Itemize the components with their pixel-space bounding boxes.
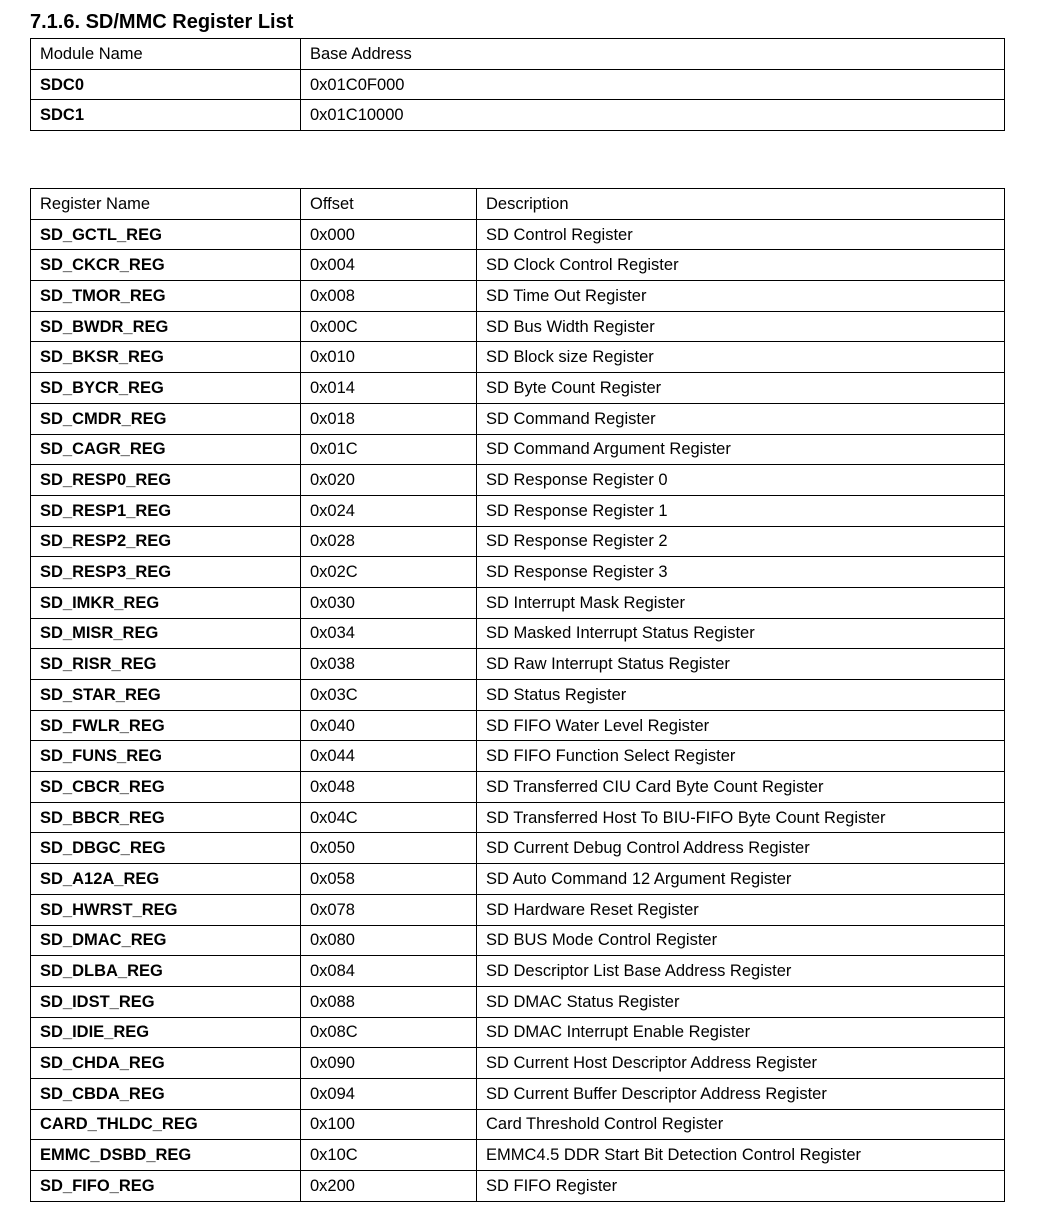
cell-description: SD Response Register 3	[477, 557, 1005, 588]
cell-register-name: SD_DBGC_REG	[31, 833, 301, 864]
cell-offset: 0x00C	[301, 311, 477, 342]
cell-offset: 0x04C	[301, 802, 477, 833]
cell-offset: 0x094	[301, 1078, 477, 1109]
cell-description: SD Current Debug Control Address Register	[477, 833, 1005, 864]
cell-offset: 0x028	[301, 526, 477, 557]
table-row	[31, 833, 1005, 864]
table-row	[31, 281, 1005, 312]
table-row	[31, 403, 1005, 434]
table-row	[31, 373, 1005, 404]
cell-description: SD FIFO Register	[477, 1171, 1005, 1202]
cell-offset: 0x014	[301, 373, 477, 404]
table-row	[31, 772, 1005, 803]
cell-description: SD DMAC Interrupt Enable Register	[477, 1017, 1005, 1048]
cell-register-name: SD_FIFO_REG	[31, 1171, 301, 1202]
cell-offset: 0x024	[301, 495, 477, 526]
cell-register-name: SD_IDST_REG	[31, 986, 301, 1017]
cell-register-name: SD_RESP1_REG	[31, 495, 301, 526]
cell-offset: 0x078	[301, 894, 477, 925]
cell-offset: 0x048	[301, 772, 477, 803]
cell-register-name: SD_CBCR_REG	[31, 772, 301, 803]
cell-register-name: SD_RESP3_REG	[31, 557, 301, 588]
cell-base-address: 0x01C10000	[301, 100, 1005, 131]
cell-description: SD Transferred Host To BIU-FIFO Byte Count Register	[477, 802, 1005, 833]
column-header-description: Description	[477, 189, 1005, 220]
cell-register-name: SD_CKCR_REG	[31, 250, 301, 281]
table-row	[31, 680, 1005, 711]
cell-description: SD Hardware Reset Register	[477, 894, 1005, 925]
cell-description: SD Response Register 1	[477, 495, 1005, 526]
cell-module-name: SDC1	[31, 100, 301, 131]
table-row	[31, 526, 1005, 557]
cell-offset: 0x004	[301, 250, 477, 281]
cell-description: SD Raw Interrupt Status Register	[477, 649, 1005, 680]
table-row	[31, 1109, 1005, 1140]
cell-register-name: SD_RESP0_REG	[31, 465, 301, 496]
column-header-offset: Offset	[301, 189, 477, 220]
cell-register-name: SD_A12A_REG	[31, 864, 301, 895]
table-row	[31, 434, 1005, 465]
header-row	[31, 39, 1005, 70]
cell-offset: 0x08C	[301, 1017, 477, 1048]
column-header-register-name: Register Name	[31, 189, 301, 220]
table-row	[31, 741, 1005, 772]
table-row	[31, 219, 1005, 250]
cell-description: EMMC4.5 DDR Start Bit Detection Control Register	[477, 1140, 1005, 1171]
cell-register-name: EMMC_DSBD_REG	[31, 1140, 301, 1171]
cell-offset: 0x000	[301, 219, 477, 250]
table-row	[31, 649, 1005, 680]
header-row	[31, 189, 1005, 220]
cell-register-name: SD_DLBA_REG	[31, 956, 301, 987]
table-row	[31, 342, 1005, 373]
cell-offset: 0x044	[301, 741, 477, 772]
table-row	[31, 311, 1005, 342]
table-row	[31, 864, 1005, 895]
cell-description: SD FIFO Function Select Register	[477, 741, 1005, 772]
table-row	[31, 69, 1005, 100]
cell-offset: 0x084	[301, 956, 477, 987]
cell-description: SD Current Buffer Descriptor Address Register	[477, 1078, 1005, 1109]
cell-register-name: CARD_THLDC_REG	[31, 1109, 301, 1140]
cell-description: SD Response Register 2	[477, 526, 1005, 557]
cell-register-name: SD_TMOR_REG	[31, 281, 301, 312]
cell-description: SD BUS Mode Control Register	[477, 925, 1005, 956]
cell-offset: 0x058	[301, 864, 477, 895]
cell-offset: 0x018	[301, 403, 477, 434]
cell-register-name: SD_RISR_REG	[31, 649, 301, 680]
cell-register-name: SD_GCTL_REG	[31, 219, 301, 250]
cell-register-name: SD_BYCR_REG	[31, 373, 301, 404]
cell-description: SD FIFO Water Level Register	[477, 710, 1005, 741]
table-row	[31, 925, 1005, 956]
cell-offset: 0x100	[301, 1109, 477, 1140]
cell-description: SD Clock Control Register	[477, 250, 1005, 281]
cell-offset: 0x090	[301, 1048, 477, 1079]
cell-register-name: SD_BWDR_REG	[31, 311, 301, 342]
table-row	[31, 986, 1005, 1017]
cell-offset: 0x050	[301, 833, 477, 864]
cell-module-name: SDC0	[31, 69, 301, 100]
cell-register-name: SD_DMAC_REG	[31, 925, 301, 956]
cell-description: Card Threshold Control Register	[477, 1109, 1005, 1140]
table-row	[31, 802, 1005, 833]
cell-offset: 0x01C	[301, 434, 477, 465]
cell-offset: 0x038	[301, 649, 477, 680]
table-row	[31, 1048, 1005, 1079]
cell-offset: 0x010	[301, 342, 477, 373]
cell-description: SD Command Argument Register	[477, 434, 1005, 465]
cell-register-name: SD_BBCR_REG	[31, 802, 301, 833]
section-title: 7.1.6. SD/MMC Register List	[30, 11, 294, 33]
cell-description: SD Current Host Descriptor Address Register	[477, 1048, 1005, 1079]
cell-register-name: SD_CHDA_REG	[31, 1048, 301, 1079]
cell-description: SD Status Register	[477, 680, 1005, 711]
column-header-base-address: Base Address	[301, 39, 1005, 70]
cell-register-name: SD_FWLR_REG	[31, 710, 301, 741]
cell-register-name: SD_IMKR_REG	[31, 587, 301, 618]
cell-register-name: SD_HWRST_REG	[31, 894, 301, 925]
cell-description: SD Response Register 0	[477, 465, 1005, 496]
table-row	[31, 250, 1005, 281]
cell-base-address: 0x01C0F000	[301, 69, 1005, 100]
cell-register-name: SD_FUNS_REG	[31, 741, 301, 772]
cell-description: SD Transferred CIU Card Byte Count Register	[477, 772, 1005, 803]
cell-description: SD Time Out Register	[477, 281, 1005, 312]
table-row	[31, 1140, 1005, 1171]
cell-offset: 0x10C	[301, 1140, 477, 1171]
cell-description: SD Block size Register	[477, 342, 1005, 373]
cell-description: SD Auto Command 12 Argument Register	[477, 864, 1005, 895]
cell-offset: 0x040	[301, 710, 477, 741]
table-row	[31, 557, 1005, 588]
cell-register-name: SD_STAR_REG	[31, 680, 301, 711]
cell-description: SD Descriptor List Base Address Register	[477, 956, 1005, 987]
table-row	[31, 100, 1005, 131]
cell-register-name: SD_CMDR_REG	[31, 403, 301, 434]
cell-register-name: SD_BKSR_REG	[31, 342, 301, 373]
cell-description: SD Bus Width Register	[477, 311, 1005, 342]
cell-offset: 0x020	[301, 465, 477, 496]
cell-offset: 0x030	[301, 587, 477, 618]
cell-description: SD Control Register	[477, 219, 1005, 250]
cell-offset: 0x034	[301, 618, 477, 649]
cell-description: SD Command Register	[477, 403, 1005, 434]
cell-register-name: SD_IDIE_REG	[31, 1017, 301, 1048]
column-header-module-name: Module Name	[31, 39, 301, 70]
cell-register-name: SD_CBDA_REG	[31, 1078, 301, 1109]
cell-offset: 0x088	[301, 986, 477, 1017]
cell-description: SD DMAC Status Register	[477, 986, 1005, 1017]
register-table	[30, 188, 1005, 1202]
table-row	[31, 618, 1005, 649]
table-row	[31, 956, 1005, 987]
table-row	[31, 1078, 1005, 1109]
cell-description: SD Byte Count Register	[477, 373, 1005, 404]
table-row	[31, 1017, 1005, 1048]
cell-offset: 0x03C	[301, 680, 477, 711]
table-row	[31, 465, 1005, 496]
table-row	[31, 894, 1005, 925]
cell-offset: 0x008	[301, 281, 477, 312]
cell-offset: 0x080	[301, 925, 477, 956]
cell-description: SD Masked Interrupt Status Register	[477, 618, 1005, 649]
module-table	[30, 38, 1005, 131]
table-row	[31, 710, 1005, 741]
table-row	[31, 1171, 1005, 1202]
cell-description: SD Interrupt Mask Register	[477, 587, 1005, 618]
cell-register-name: SD_CAGR_REG	[31, 434, 301, 465]
cell-offset: 0x02C	[301, 557, 477, 588]
cell-register-name: SD_MISR_REG	[31, 618, 301, 649]
table-row	[31, 587, 1005, 618]
table-row	[31, 495, 1005, 526]
cell-register-name: SD_RESP2_REG	[31, 526, 301, 557]
cell-offset: 0x200	[301, 1171, 477, 1202]
